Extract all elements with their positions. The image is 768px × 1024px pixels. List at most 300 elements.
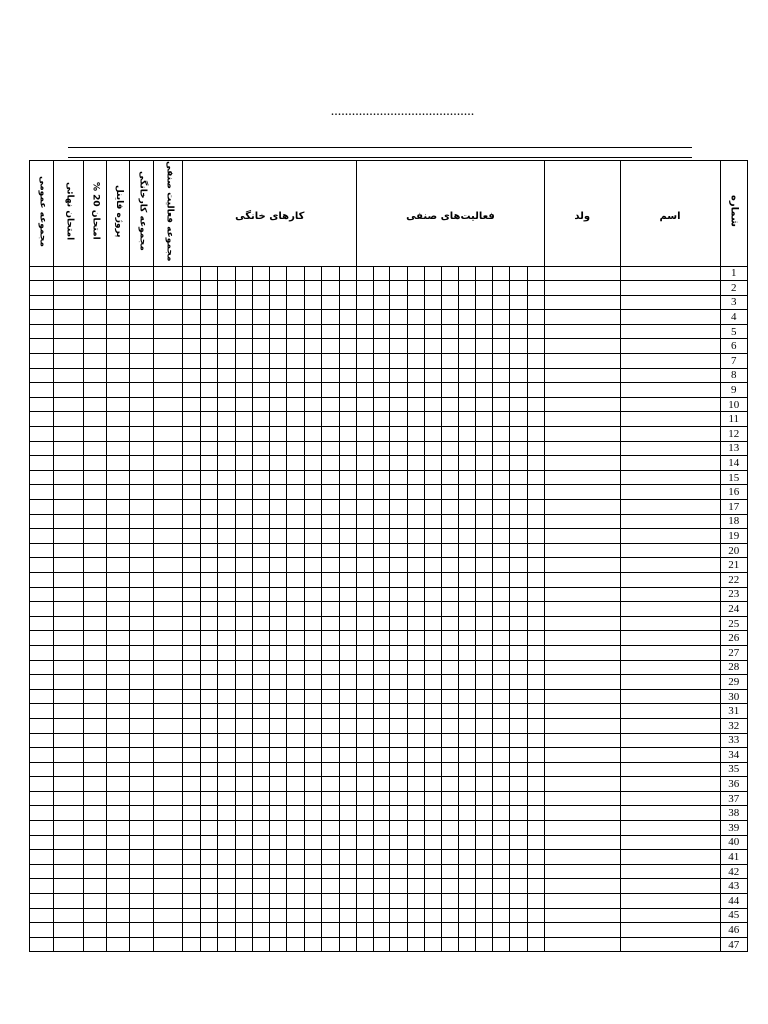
grade-cell[interactable] (304, 412, 321, 427)
grade-cell[interactable] (459, 718, 476, 733)
grade-cell[interactable] (183, 864, 200, 879)
grade-cell[interactable] (441, 310, 458, 325)
grade-cell[interactable] (407, 835, 424, 850)
grade-cell[interactable] (510, 543, 527, 558)
grade-cell[interactable] (129, 456, 153, 471)
grade-cell[interactable] (287, 908, 304, 923)
grade-cell[interactable] (374, 762, 390, 777)
grade-cell[interactable] (476, 485, 493, 500)
grade-cell[interactable] (30, 587, 54, 602)
grade-cell[interactable] (476, 704, 493, 719)
grade-cell[interactable] (154, 456, 183, 471)
grade-cell[interactable] (510, 645, 527, 660)
grade-cell[interactable] (200, 704, 217, 719)
grade-cell[interactable] (390, 864, 407, 879)
grade-cell[interactable] (424, 762, 441, 777)
grade-cell[interactable] (106, 704, 129, 719)
grade-cell[interactable] (620, 602, 720, 617)
grade-cell[interactable] (106, 675, 129, 690)
grade-cell[interactable] (321, 660, 339, 675)
grade-cell[interactable] (83, 821, 106, 836)
grade-cell[interactable] (390, 835, 407, 850)
grade-cell[interactable] (374, 412, 390, 427)
grade-cell[interactable] (493, 908, 510, 923)
grade-cell[interactable] (154, 602, 183, 617)
grade-cell[interactable] (339, 645, 356, 660)
grade-cell[interactable] (129, 675, 153, 690)
grade-cell[interactable] (304, 339, 321, 354)
grade-cell[interactable] (407, 689, 424, 704)
grade-cell[interactable] (321, 894, 339, 909)
grade-cell[interactable] (200, 864, 217, 879)
grade-cell[interactable] (287, 412, 304, 427)
grade-cell[interactable] (544, 937, 620, 952)
grade-cell[interactable] (476, 733, 493, 748)
grade-cell[interactable] (544, 704, 620, 719)
grade-cell[interactable] (304, 879, 321, 894)
grade-cell[interactable] (287, 266, 304, 281)
grade-cell[interactable] (270, 704, 287, 719)
grade-cell[interactable] (287, 864, 304, 879)
grade-cell[interactable] (407, 791, 424, 806)
grade-cell[interactable] (407, 339, 424, 354)
grade-cell[interactable] (183, 354, 200, 369)
grade-cell[interactable] (270, 543, 287, 558)
grade-cell[interactable] (270, 733, 287, 748)
grade-cell[interactable] (476, 675, 493, 690)
grade-cell[interactable] (200, 616, 217, 631)
grade-cell[interactable] (339, 572, 356, 587)
grade-cell[interactable] (493, 835, 510, 850)
grade-cell[interactable] (200, 660, 217, 675)
grade-cell[interactable] (253, 529, 270, 544)
grade-cell[interactable] (510, 806, 527, 821)
grade-cell[interactable] (407, 441, 424, 456)
grade-cell[interactable] (620, 645, 720, 660)
grade-cell[interactable] (357, 529, 374, 544)
grade-cell[interactable] (154, 427, 183, 442)
grade-cell[interactable] (253, 587, 270, 602)
grade-cell[interactable] (407, 894, 424, 909)
grade-cell[interactable] (339, 456, 356, 471)
grade-cell[interactable] (30, 748, 54, 763)
grade-cell[interactable] (154, 864, 183, 879)
grade-cell[interactable] (459, 470, 476, 485)
grade-cell[interactable] (106, 397, 129, 412)
grade-cell[interactable] (304, 383, 321, 398)
grade-cell[interactable] (235, 923, 252, 938)
grade-cell[interactable] (407, 762, 424, 777)
grade-cell[interactable] (357, 383, 374, 398)
grade-cell[interactable] (544, 777, 620, 792)
grade-cell[interactable] (106, 500, 129, 515)
grade-cell[interactable] (390, 631, 407, 646)
grade-cell[interactable] (54, 704, 83, 719)
grade-cell[interactable] (441, 485, 458, 500)
grade-cell[interactable] (270, 514, 287, 529)
grade-cell[interactable] (527, 427, 544, 442)
grade-cell[interactable] (270, 894, 287, 909)
grade-cell[interactable] (106, 354, 129, 369)
grade-cell[interactable] (493, 295, 510, 310)
grade-cell[interactable] (544, 485, 620, 500)
grade-cell[interactable] (183, 427, 200, 442)
grade-cell[interactable] (235, 908, 252, 923)
grade-cell[interactable] (321, 908, 339, 923)
grade-cell[interactable] (270, 791, 287, 806)
grade-cell[interactable] (339, 748, 356, 763)
grade-cell[interactable] (510, 500, 527, 515)
grade-cell[interactable] (253, 718, 270, 733)
grade-cell[interactable] (154, 923, 183, 938)
grade-cell[interactable] (235, 937, 252, 952)
grade-cell[interactable] (620, 937, 720, 952)
grade-cell[interactable] (287, 572, 304, 587)
grade-cell[interactable] (106, 310, 129, 325)
grade-cell[interactable] (390, 850, 407, 865)
grade-cell[interactable] (476, 295, 493, 310)
grade-cell[interactable] (441, 514, 458, 529)
grade-cell[interactable] (235, 777, 252, 792)
grade-cell[interactable] (476, 806, 493, 821)
grade-cell[interactable] (129, 397, 153, 412)
grade-cell[interactable] (287, 821, 304, 836)
grade-cell[interactable] (183, 500, 200, 515)
grade-cell[interactable] (493, 850, 510, 865)
grade-cell[interactable] (493, 791, 510, 806)
grade-cell[interactable] (200, 587, 217, 602)
grade-cell[interactable] (424, 631, 441, 646)
grade-cell[interactable] (441, 894, 458, 909)
grade-cell[interactable] (620, 660, 720, 675)
grade-cell[interactable] (476, 660, 493, 675)
grade-cell[interactable] (357, 485, 374, 500)
grade-cell[interactable] (54, 602, 83, 617)
grade-cell[interactable] (424, 281, 441, 296)
grade-cell[interactable] (304, 572, 321, 587)
grade-cell[interactable] (374, 339, 390, 354)
grade-cell[interactable] (106, 514, 129, 529)
grade-cell[interactable] (83, 310, 106, 325)
grade-cell[interactable] (390, 762, 407, 777)
grade-cell[interactable] (441, 281, 458, 296)
grade-cell[interactable] (106, 660, 129, 675)
grade-cell[interactable] (339, 704, 356, 719)
grade-cell[interactable] (476, 397, 493, 412)
grade-cell[interactable] (544, 572, 620, 587)
grade-cell[interactable] (441, 383, 458, 398)
grade-cell[interactable] (183, 485, 200, 500)
grade-cell[interactable] (253, 850, 270, 865)
grade-cell[interactable] (357, 894, 374, 909)
grade-cell[interactable] (270, 602, 287, 617)
grade-cell[interactable] (544, 295, 620, 310)
grade-cell[interactable] (154, 937, 183, 952)
grade-cell[interactable] (527, 631, 544, 646)
grade-cell[interactable] (459, 266, 476, 281)
grade-cell[interactable] (287, 295, 304, 310)
grade-cell[interactable] (510, 456, 527, 471)
grade-cell[interactable] (441, 558, 458, 573)
grade-cell[interactable] (106, 281, 129, 296)
grade-cell[interactable] (217, 704, 235, 719)
grade-cell[interactable] (527, 602, 544, 617)
grade-cell[interactable] (321, 602, 339, 617)
grade-cell[interactable] (30, 383, 54, 398)
grade-cell[interactable] (54, 777, 83, 792)
grade-cell[interactable] (441, 718, 458, 733)
grade-cell[interactable] (339, 529, 356, 544)
grade-cell[interactable] (339, 908, 356, 923)
grade-cell[interactable] (183, 266, 200, 281)
grade-cell[interactable] (54, 689, 83, 704)
grade-cell[interactable] (620, 383, 720, 398)
grade-cell[interactable] (321, 718, 339, 733)
grade-cell[interactable] (200, 485, 217, 500)
grade-cell[interactable] (321, 733, 339, 748)
grade-cell[interactable] (106, 412, 129, 427)
grade-cell[interactable] (510, 748, 527, 763)
grade-cell[interactable] (83, 529, 106, 544)
grade-cell[interactable] (154, 281, 183, 296)
grade-cell[interactable] (200, 324, 217, 339)
grade-cell[interactable] (390, 324, 407, 339)
grade-cell[interactable] (183, 894, 200, 909)
grade-cell[interactable] (374, 718, 390, 733)
grade-cell[interactable] (620, 762, 720, 777)
grade-cell[interactable] (129, 923, 153, 938)
grade-cell[interactable] (357, 354, 374, 369)
grade-cell[interactable] (54, 558, 83, 573)
grade-cell[interactable] (357, 821, 374, 836)
grade-cell[interactable] (129, 587, 153, 602)
grade-cell[interactable] (459, 383, 476, 398)
grade-cell[interactable] (106, 689, 129, 704)
grade-cell[interactable] (129, 500, 153, 515)
grade-cell[interactable] (459, 806, 476, 821)
grade-cell[interactable] (154, 704, 183, 719)
grade-cell[interactable] (620, 733, 720, 748)
grade-cell[interactable] (493, 631, 510, 646)
grade-cell[interactable] (200, 456, 217, 471)
grade-cell[interactable] (183, 718, 200, 733)
grade-cell[interactable] (253, 514, 270, 529)
grade-cell[interactable] (441, 397, 458, 412)
grade-cell[interactable] (544, 470, 620, 485)
grade-cell[interactable] (493, 310, 510, 325)
grade-cell[interactable] (339, 397, 356, 412)
grade-cell[interactable] (527, 762, 544, 777)
grade-cell[interactable] (476, 324, 493, 339)
grade-cell[interactable] (30, 412, 54, 427)
grade-cell[interactable] (441, 368, 458, 383)
grade-cell[interactable] (129, 412, 153, 427)
grade-cell[interactable] (424, 324, 441, 339)
grade-cell[interactable] (217, 543, 235, 558)
grade-cell[interactable] (30, 923, 54, 938)
grade-cell[interactable] (183, 602, 200, 617)
grade-cell[interactable] (544, 660, 620, 675)
grade-cell[interactable] (54, 835, 83, 850)
grade-cell[interactable] (510, 266, 527, 281)
grade-cell[interactable] (154, 324, 183, 339)
grade-cell[interactable] (154, 689, 183, 704)
grade-cell[interactable] (493, 500, 510, 515)
grade-cell[interactable] (200, 791, 217, 806)
grade-cell[interactable] (321, 587, 339, 602)
grade-cell[interactable] (321, 427, 339, 442)
grade-cell[interactable] (270, 645, 287, 660)
grade-cell[interactable] (424, 310, 441, 325)
grade-cell[interactable] (374, 558, 390, 573)
grade-cell[interactable] (527, 456, 544, 471)
grade-cell[interactable] (339, 543, 356, 558)
grade-cell[interactable] (374, 441, 390, 456)
grade-cell[interactable] (424, 602, 441, 617)
grade-cell[interactable] (270, 631, 287, 646)
grade-cell[interactable] (235, 485, 252, 500)
grade-cell[interactable] (544, 266, 620, 281)
grade-cell[interactable] (287, 281, 304, 296)
grade-cell[interactable] (527, 821, 544, 836)
grade-cell[interactable] (510, 354, 527, 369)
grade-cell[interactable] (390, 748, 407, 763)
grade-cell[interactable] (83, 295, 106, 310)
grade-cell[interactable] (357, 295, 374, 310)
grade-cell[interactable] (154, 310, 183, 325)
grade-cell[interactable] (183, 660, 200, 675)
grade-cell[interactable] (510, 821, 527, 836)
grade-cell[interactable] (54, 383, 83, 398)
grade-cell[interactable] (304, 310, 321, 325)
grade-cell[interactable] (235, 864, 252, 879)
grade-cell[interactable] (390, 660, 407, 675)
grade-cell[interactable] (441, 266, 458, 281)
grade-cell[interactable] (154, 441, 183, 456)
grade-cell[interactable] (424, 354, 441, 369)
grade-cell[interactable] (183, 514, 200, 529)
grade-cell[interactable] (510, 631, 527, 646)
grade-cell[interactable] (106, 908, 129, 923)
grade-cell[interactable] (407, 368, 424, 383)
grade-cell[interactable] (30, 879, 54, 894)
grade-cell[interactable] (253, 894, 270, 909)
grade-cell[interactable] (154, 748, 183, 763)
grade-cell[interactable] (253, 368, 270, 383)
grade-cell[interactable] (83, 689, 106, 704)
grade-cell[interactable] (459, 529, 476, 544)
grade-cell[interactable] (154, 412, 183, 427)
grade-cell[interactable] (374, 660, 390, 675)
grade-cell[interactable] (620, 908, 720, 923)
grade-cell[interactable] (106, 324, 129, 339)
grade-cell[interactable] (620, 718, 720, 733)
grade-cell[interactable] (620, 835, 720, 850)
grade-cell[interactable] (106, 821, 129, 836)
grade-cell[interactable] (106, 485, 129, 500)
grade-cell[interactable] (270, 718, 287, 733)
grade-cell[interactable] (54, 572, 83, 587)
grade-cell[interactable] (235, 456, 252, 471)
grade-cell[interactable] (217, 441, 235, 456)
grade-cell[interactable] (253, 456, 270, 471)
grade-cell[interactable] (527, 733, 544, 748)
grade-cell[interactable] (54, 485, 83, 500)
grade-cell[interactable] (459, 485, 476, 500)
grade-cell[interactable] (544, 514, 620, 529)
grade-cell[interactable] (129, 791, 153, 806)
grade-cell[interactable] (200, 908, 217, 923)
grade-cell[interactable] (83, 762, 106, 777)
grade-cell[interactable] (217, 281, 235, 296)
grade-cell[interactable] (476, 310, 493, 325)
grade-cell[interactable] (544, 412, 620, 427)
grade-cell[interactable] (544, 908, 620, 923)
grade-cell[interactable] (54, 660, 83, 675)
grade-cell[interactable] (83, 923, 106, 938)
grade-cell[interactable] (424, 543, 441, 558)
grade-cell[interactable] (407, 500, 424, 515)
grade-cell[interactable] (154, 645, 183, 660)
grade-cell[interactable] (493, 470, 510, 485)
grade-cell[interactable] (287, 587, 304, 602)
grade-cell[interactable] (424, 266, 441, 281)
grade-cell[interactable] (304, 806, 321, 821)
grade-cell[interactable] (510, 558, 527, 573)
grade-cell[interactable] (287, 602, 304, 617)
grade-cell[interactable] (424, 368, 441, 383)
grade-cell[interactable] (493, 718, 510, 733)
grade-cell[interactable] (30, 397, 54, 412)
grade-cell[interactable] (253, 572, 270, 587)
grade-cell[interactable] (30, 485, 54, 500)
grade-cell[interactable] (339, 777, 356, 792)
grade-cell[interactable] (374, 500, 390, 515)
grade-cell[interactable] (357, 660, 374, 675)
grade-cell[interactable] (357, 266, 374, 281)
grade-cell[interactable] (424, 441, 441, 456)
grade-cell[interactable] (321, 558, 339, 573)
grade-cell[interactable] (441, 339, 458, 354)
grade-cell[interactable] (476, 748, 493, 763)
grade-cell[interactable] (544, 894, 620, 909)
grade-cell[interactable] (129, 310, 153, 325)
grade-cell[interactable] (235, 412, 252, 427)
grade-cell[interactable] (527, 864, 544, 879)
grade-cell[interactable] (321, 645, 339, 660)
grade-cell[interactable] (106, 470, 129, 485)
grade-cell[interactable] (357, 835, 374, 850)
grade-cell[interactable] (54, 762, 83, 777)
grade-cell[interactable] (253, 631, 270, 646)
grade-cell[interactable] (527, 675, 544, 690)
grade-cell[interactable] (200, 368, 217, 383)
grade-cell[interactable] (620, 587, 720, 602)
grade-cell[interactable] (304, 748, 321, 763)
grade-cell[interactable] (287, 514, 304, 529)
grade-cell[interactable] (390, 514, 407, 529)
grade-cell[interactable] (106, 894, 129, 909)
grade-cell[interactable] (339, 281, 356, 296)
grade-cell[interactable] (183, 339, 200, 354)
grade-cell[interactable] (620, 616, 720, 631)
grade-cell[interactable] (527, 383, 544, 398)
grade-cell[interactable] (154, 879, 183, 894)
grade-cell[interactable] (30, 572, 54, 587)
grade-cell[interactable] (30, 514, 54, 529)
grade-cell[interactable] (459, 324, 476, 339)
grade-cell[interactable] (339, 923, 356, 938)
